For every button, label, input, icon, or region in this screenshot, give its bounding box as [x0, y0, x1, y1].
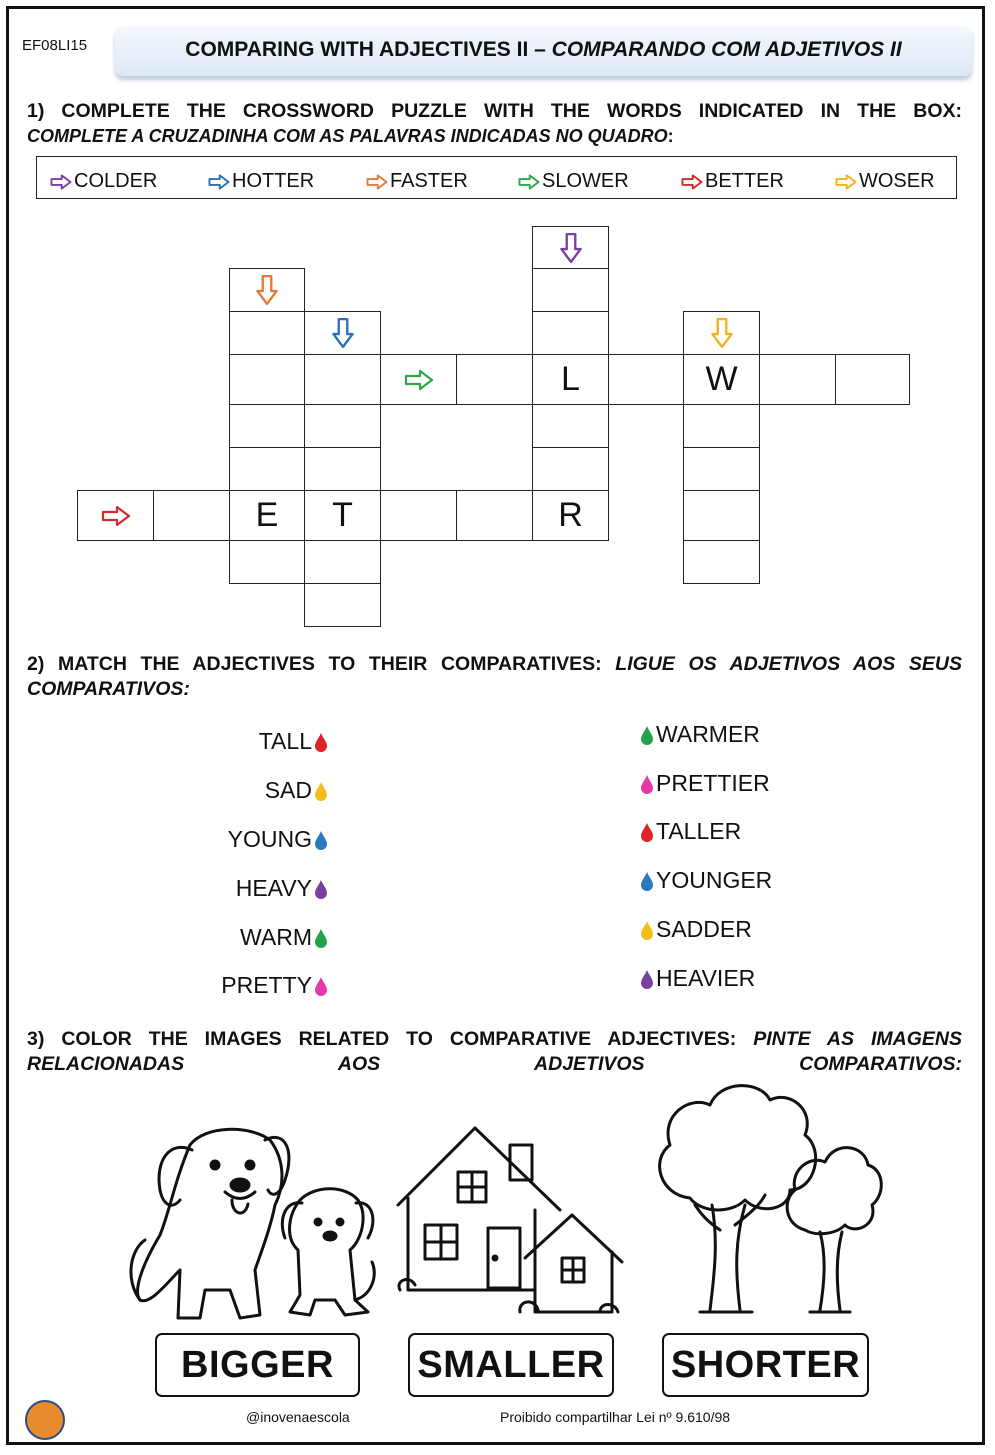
word-box-item: COLDER: [50, 170, 157, 193]
short-tree-drawing: [787, 1148, 881, 1312]
question-1: 1) COMPLETE THE CROSSWORD PUZZLE WITH THE WORDS INDICATED IN THE BOX: COMPLETE A CRUZADINHA COM AS PALAVRAS INDICADAS NO QUADRO:: [27, 100, 962, 146]
word-box-item: SLOWER: [518, 170, 629, 193]
footer-handle: @inovenaescola: [246, 1409, 350, 1425]
adjective-text: SAD: [264, 777, 312, 803]
adjective-text: TALL: [258, 728, 312, 754]
comparative-text: SADDER: [656, 916, 752, 942]
small-dog-drawing: [282, 1189, 374, 1315]
crossword-given-letter[interactable]: E: [229, 490, 305, 541]
crossword-given-letter[interactable]: L: [532, 354, 609, 405]
comparative-text: TALLER: [656, 818, 742, 844]
skill-code: EF08LI15: [22, 37, 88, 54]
crossword-given-letter[interactable]: R: [532, 490, 609, 541]
label-smaller: SMALLER: [408, 1333, 614, 1397]
crossword-given-letter[interactable]: W: [683, 354, 760, 405]
label-bigger: BIGGER: [155, 1333, 360, 1397]
adjective-text: HEAVY: [235, 875, 312, 901]
page-title: COMPARING WITH ADJECTIVES II – COMPARANDO COM ADJETIVOS II: [185, 38, 902, 61]
brand-logo-icon: [25, 1400, 65, 1440]
big-dog-drawing: [131, 1129, 289, 1318]
label-shorter: SHORTER: [662, 1333, 869, 1397]
adjective-text: WARM: [240, 924, 312, 950]
word-box-item: HOTTER: [208, 170, 314, 193]
word-box-item: FASTER: [366, 170, 468, 193]
comparative-text: HEAVIER: [656, 965, 756, 991]
comparative-text: YOUNGER: [656, 867, 773, 893]
question-2: 2) MATCH THE ADJECTIVES TO THEIR COMPARATIVES: LIGUE OS ADJETIVOS AOS SEUS COMPARATIVOS:: [27, 653, 962, 700]
adjective-text: YOUNG: [227, 826, 312, 852]
crossword-given-letter[interactable]: T: [304, 490, 381, 541]
comparative-text: PRETTIER: [656, 770, 770, 796]
question-3: 3) COLOR THE IMAGES RELATED TO COMPARATIVE ADJECTIVES: PINTE AS IMAGENS RELACIONADAS AOS ADJETIVOS COMPARATIVOS:: [27, 1028, 962, 1075]
tall-tree-drawing: [660, 1086, 816, 1312]
adjective-text: PRETTY: [221, 972, 312, 998]
comparative-text: WARMER: [656, 721, 760, 747]
footer-notice: Proibido compartilhar Lei nº 9.610/98: [500, 1409, 731, 1425]
word-box-item: WOSER: [835, 170, 935, 193]
word-box-item: BETTER: [681, 170, 784, 193]
